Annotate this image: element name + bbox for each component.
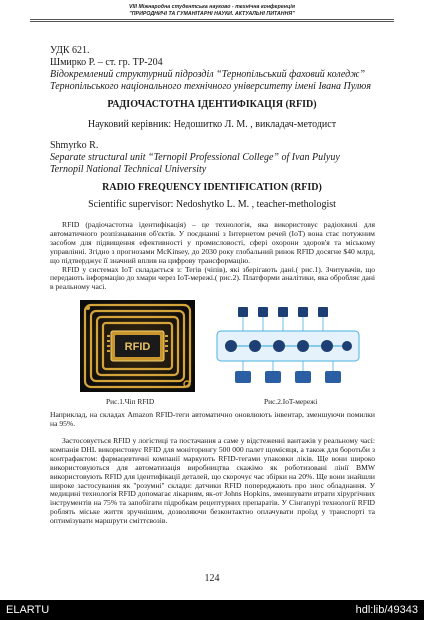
affiliation-ua-line-1: Відокремлений структурний підрозділ “Тернопільський фаховий коледж” [50,69,366,80]
title-ua: РАДІОЧАСТОТНА ІДЕНТИФІКАЦІЯ (RFID) [107,99,317,110]
affiliation-en-line-1: Separate structural unit “Ternopil Professional College” of Ivan Pulyuy [50,152,340,163]
conference-line-2: "ПРИРОДНИЧІ ТА ГУМАНІТАРНІ НАУКИ. АКТУАЛЬНІ ПИТАННЯ" [129,10,295,17]
applications-text [50,437,375,526]
figure-iot-network [213,305,363,387]
conference-line-1: VIII Міжнародна студентська науково - технічна конференція [129,4,295,10]
figure-2-caption: Рис.2.IoT-мережі [264,397,318,406]
iot-network-illustration [213,305,363,387]
paragraph-applications: Застосовується RFID у логістиці та постачання а саме у відстеженні вантажів у реальному часі: компанія DHL використовує RFID для моніторингу 500 000 палет щомісяця, а також для боротьби з контрафактом: фармацевтичні компанії маркують RFID-тегами упаковки ліків. Ще вони широко використовуються для автоматизація виробництва скажімо як роботизовані лінії BMW використовують RFID для ідентифікації деталей, що скорочує час збірки на 20%. Ще вони знайшли широке застосування як "розумні" склади: датчики RFID попереджають про знос обладнання. У медицині технологія RFID допомагає лікарням, як-от Johns Hopkins, зменшувати втрати хірургічних інструментів на 75% та запобігати підробкам рецептурних препаратів. У Сінгапурі технології RFID роблять міське життя зручнішим, дозволяючи безконтактно оплачувати проїзд у транспорті та оптимізувати маршрути сміттєвозів. [50,436,375,526]
conference-header [0,4,424,17]
intro-text [50,221,375,292]
figure-rfid-chip [80,300,195,392]
paragraph-1: RFID (радіочастотна ідентифікація) – це технологія, яка використовує радіохвилі для автоматичного розпізнавання об'єктів. У поєднанні з Інтернетом речей (IoT) вона стає потужним засобом для підвищення ефективності у промисловості, сфері охорони здоров'я та міському управлінні. Згідно з прогнозами McKinsey, до 2030 року глобальний ринок RFID досягне $40 млрд, що підтверджує її значний вплив на цифрову трансформацію. [50,220,375,265]
page-number: 124 [204,573,220,584]
example-text [50,411,375,429]
handle-link[interactable]: hdl:lib/49343 [355,604,418,616]
author-ua: Шмирко Р. – ст. гр. ТР-204 [50,57,163,68]
repository-label[interactable]: ELARTU [6,604,50,616]
paragraph-example: Наприклад, на складах Amazon RFID-теги автоматично оновлюють інвентар, зменшуючи помилки на 95%. [50,410,375,428]
header-rule [30,19,394,20]
rfid-chip-label: RFID [124,341,151,353]
title-en: RADIO FREQUENCY IDENTIFICATION (RFID) [102,182,322,193]
header-rule-2 [30,21,394,22]
supervisor-en: Scientific supervisor: Nedoshytko L. M. , teacher-methologist [88,199,336,210]
affiliation-ua-line-2: Тернопільського національного технічного університету імені Івана Пулюя [50,81,371,92]
author-en: Shmyrko R. [50,140,99,151]
paragraph-2: RFID у системах IoT складається з: Тегів (чіпів), які зберігають дані.( рис.1). Зчитувачів, що передають інформацію до хмари через IoT-мережі.( рис.2). Платформи аналітики, яка обробляє дані в реальному часі. [50,264,375,292]
rfid-chip-illustration [80,300,195,392]
footer-bar [0,600,424,620]
figure-1-caption: Рис.1.Чіп RFID [106,397,155,406]
supervisor-ua: Науковий керівник: Недошитко Л. М. , викладач-методист [87,119,337,130]
affiliation-en-line-2: Ternopil National Technical University [50,164,207,175]
udc-code: УДК 621. [50,45,90,56]
